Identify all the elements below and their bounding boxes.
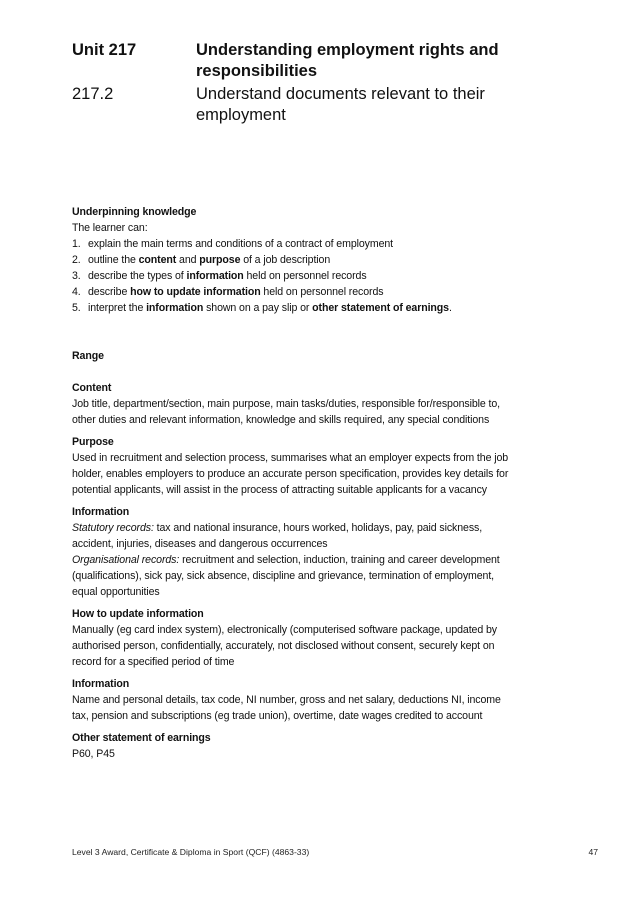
outcome-label: 217.2 [72,85,114,103]
section-line: accident, injuries, diseases and dangerous occurrences [72,538,328,550]
item-text: held on personnel records [260,286,384,298]
item-text: . [448,302,452,314]
section-heading: Content [72,382,112,394]
knowledge-item [72,252,572,268]
outcome-title: Understand documents relevant to their employment [196,85,485,124]
section-heading: Purpose [72,436,114,448]
range-heading: Range [72,350,104,362]
section-line: P60, P45 [72,748,115,760]
section-line: Used in recruitment and selection process, summarises what an employer expects from the job [72,452,509,464]
item-keyword: purpose [199,254,241,266]
knowledge-heading: Underpinning knowledge [72,206,197,218]
section-line: Name and personal details, tax code, NI number, gross and net salary, deductions NI, income [72,694,501,706]
item-number: 2. [72,254,81,266]
section-heading: Information [72,678,130,690]
knowledge-item [72,268,572,284]
range-section-information [72,504,572,600]
item-number: 5. [72,302,81,314]
item-text: interpret the [88,302,147,314]
item-text: held on personnel records [243,270,367,282]
content-body [72,204,572,762]
section-line [72,552,572,568]
section-line: potential applicants, will assist in the process of attracting suitable applicants for a vacancy [72,484,487,496]
range-section-purpose [72,434,572,498]
section-line: other duties and relevant information, knowledge and skills required, any special conditions [72,414,490,426]
statutory-text: tax and national insurance, hours worked, holidays, pay, paid sickness, [153,522,483,534]
section-line: holder, enables employers to produce an accurate person specification, provides key details for [72,468,509,480]
section-line [72,520,572,536]
knowledge-item [72,236,572,252]
item-text: outline the [88,254,139,266]
section-heading: How to update information [72,608,204,620]
statutory-label: Statutory records: [72,522,154,534]
section-heading: Information [72,506,130,518]
range-section-other-earnings [72,730,572,762]
item-number: 1. [72,238,81,250]
item-keyword: content [138,254,177,266]
knowledge-intro: The learner can: [72,222,148,234]
range-section-information-payslip [72,676,572,724]
knowledge-item [72,300,572,316]
item-text: describe the types of [88,270,187,282]
item-text: describe [88,286,131,298]
knowledge-list [72,236,572,316]
range-section-how-to-update [72,606,572,670]
footer-qualification-title: Level 3 Award, Certificate & Diploma in Sport (QCF) (4863-33) [72,847,310,857]
range-section-content [72,380,572,428]
section-line: record for a specified period of time [72,656,235,668]
organisational-label: Organisational records: [72,554,180,566]
section-line: equal opportunities [72,586,160,598]
item-keyword: other statement of earnings [312,302,449,314]
knowledge-item [72,284,572,300]
organisational-text: recruitment and selection, induction, training and career development [179,554,500,566]
item-text: and [176,254,200,266]
item-text: of a job description [240,254,331,266]
item-keyword: information [186,270,244,282]
item-text: shown on a pay slip or [203,302,313,314]
unit-title: Understanding employment rights and responsibilities [196,41,499,80]
item-number: 3. [72,270,81,282]
item-text: explain the main terms and conditions of a contract of employment [88,238,394,250]
section-line: (qualifications), sick pay, sick absence, discipline and grievance, termination of employment, [72,570,495,582]
page-number: 47 [588,847,598,857]
section-heading: Other statement of earnings [72,732,211,744]
item-keyword: information [146,302,204,314]
item-number: 4. [72,286,81,298]
section-line: Job title, department/section, main purpose, main tasks/duties, responsible for/responsible to, [72,398,501,410]
unit-label: Unit 217 [72,41,137,59]
section-line: tax, pension and subscriptions (eg trade union), overtime, date wages credited to account [72,710,483,722]
section-line: Manually (eg card index system), electronically (computerised software package, updated by [72,624,497,636]
item-keyword: how to update information [130,286,261,298]
section-line: authorised person, confidentially, accurately, not disclosed without consent, securely kept on [72,640,495,652]
